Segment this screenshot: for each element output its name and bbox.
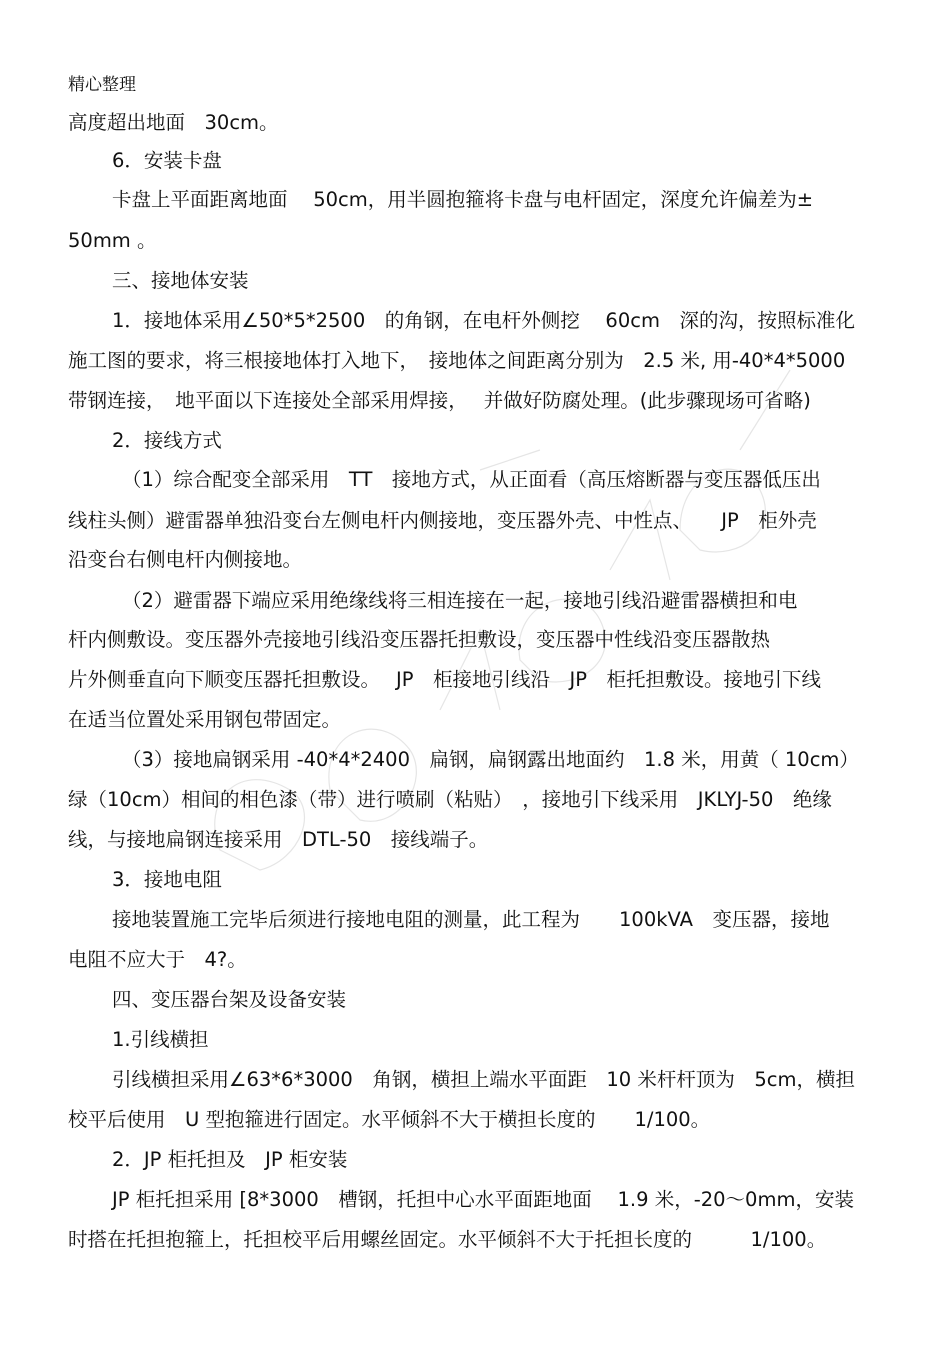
text-line: 高度超出地面 30cm。	[68, 111, 279, 134]
section-heading: 三、接地体安装	[112, 269, 249, 292]
text-line: 卡盘上平面距离地面 50cm，用半圆抱箍将卡盘与电杆固定，深度允许偏差为±	[112, 188, 814, 211]
text-line: 线，与接地扁钢连接采用 DTL-50 接线端子。	[68, 828, 489, 851]
text-line: 校平后使用 U 型抱箍进行固定。水平倾斜不大于横担长度的 1/100。	[68, 1108, 711, 1131]
text-line: 沿变台右侧电杆内侧接地。	[68, 548, 303, 571]
section-heading: 2．JP 柜托担及 JP 柜安装	[112, 1148, 348, 1171]
section-heading: 2．接线方式	[112, 429, 222, 452]
text-line: 线柱头侧）避雷器单独沿变台左侧电杆内侧接地，变压器外壳、中性点、 JP 柜外壳	[68, 509, 817, 532]
text-line: 带钢连接， 地平面以下连接处全部采用焊接， 并做好防腐处理。(此步骤现场可省略)	[68, 389, 811, 412]
text-line: 接地装置施工完毕后须进行接地电阻的测量，此工程为 100kVA 变压器，接地	[112, 908, 830, 931]
section-heading: 3．接地电阻	[112, 868, 222, 891]
section-heading: 四、变压器台架及设备安装	[112, 988, 347, 1011]
section-heading: 6．安装卡盘	[112, 149, 222, 172]
text-line: 片外侧垂直向下顺变压器托担敷设。 JP 柜接地引线沿 JP 柜托担敷设。接地引下线	[68, 668, 821, 691]
text-line: 1．接地体采用∠50*5*2500 的角钢，在电杆外侧挖 60cm 深的沟，按照标准化	[112, 309, 855, 332]
text-line: 电阻不应大于 4?。	[68, 948, 247, 971]
text-line: （2）避雷器下端应采用绝缘线将三相连接在一起，接地引线沿避雷器横担和电	[122, 589, 798, 612]
text-line: 引线横担采用∠63*6*3000 角钢，横担上端水平面距 10 米杆杆顶为 5cm，横担	[112, 1068, 855, 1091]
text-line: （1）综合配变全部采用 TT 接地方式，从正面看（高压熔断器与变压器低压出	[122, 468, 821, 491]
page-header: 精心整理	[68, 75, 136, 95]
text-line: 绿（10cm）相间的相色漆（带）进行喷刷（粘贴） ，接地引下线采用 JKLYJ-50 绝缘	[68, 788, 832, 811]
text-line: 50mm 。	[68, 229, 157, 252]
text-line: 在适当位置处采用钢包带固定。	[68, 708, 342, 731]
text-line: 杆内侧敷设。变压器外壳接地引线沿变压器托担敷设，变压器中性线沿变压器散热	[68, 628, 771, 651]
section-heading: 1.引线横担	[112, 1028, 209, 1051]
text-line: 时搭在托担抱箍上，托担校平后用螺丝固定。水平倾斜不大于托担长度的 1/100。	[68, 1228, 827, 1251]
text-line: JP 柜托担采用 [8*3000 槽钢，托担中心水平面距地面 1.9 米，-20～0mm，安装	[112, 1188, 854, 1211]
text-line: 施工图的要求，将三根接地体打入地下， 接地体之间距离分别为 2.5 米, 用-40*4*5000	[68, 349, 846, 372]
text-line: （3）接地扁钢采用 -40*4*2400 扁钢，扁钢露出地面约 1.8 米，用黄（ 10cm）	[122, 748, 859, 771]
